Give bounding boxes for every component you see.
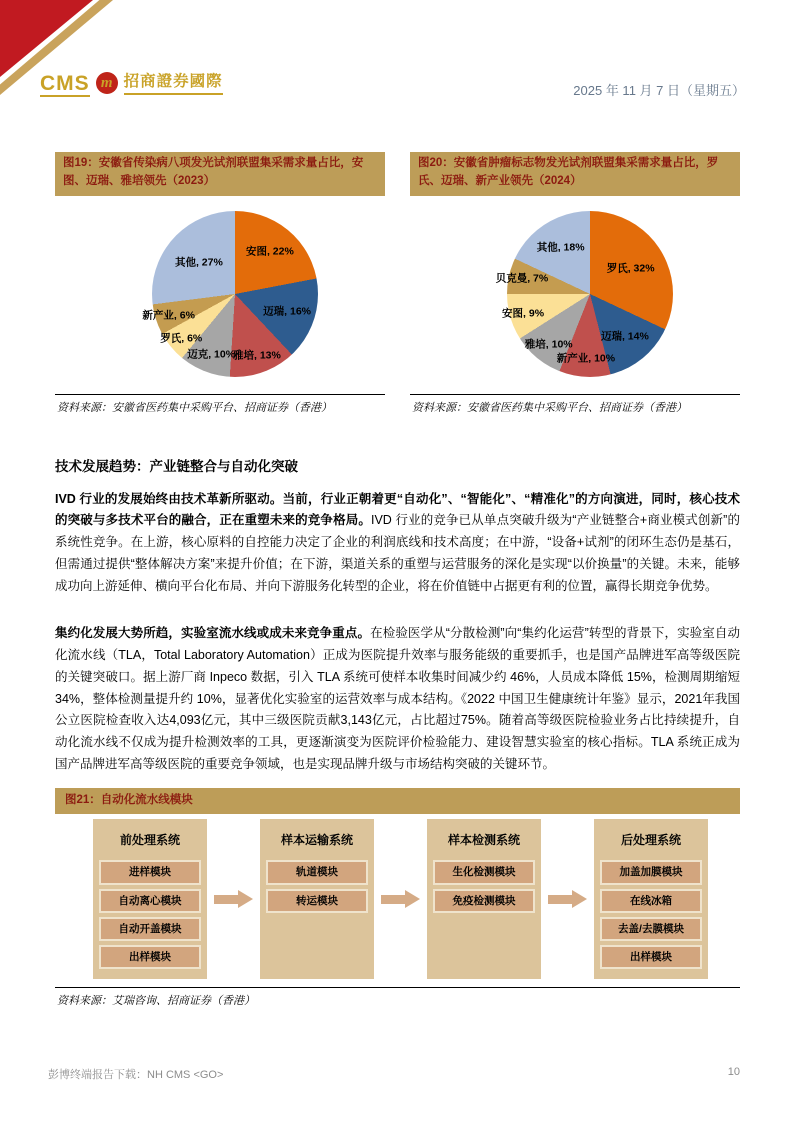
diagram-column <box>427 819 541 979</box>
paragraph-1-lead: IVD 行业的发展始终由技术革新所驱动。当前，行业正朝着更“自动化”、“智能化”、“精准化”的方向演进，同时，核心技术的突破与多技术平台的融合，正在重塑未来的竞争格局。 <box>55 491 740 528</box>
footer-bloomberg-note: 彭博终端报告下载：NH CMS <GO> <box>48 1069 224 1081</box>
diagram-columns <box>93 819 708 979</box>
company-logo <box>40 72 223 97</box>
diagram-module: 出样模块 <box>99 945 201 969</box>
pie-slice-label: 罗氏, 6% <box>160 332 203 345</box>
diagram-module: 自动开盖模块 <box>99 917 201 941</box>
page-number: 10 <box>727 1066 740 1078</box>
diagram-module: 轨道模块 <box>266 860 368 884</box>
paragraph-1-body: IVD 行业的竞争已从单点突破升级为“产业链整合+商业模式创新”的系统性竞争。在上游，核心原料的自控能力决定了企业的利润底线和技术高度；在中游，“设备+试剂”的闭环生态仍是基石，但需通过提供“整体解决方案”来提升价值；在下游，渠道关系的重塑与运营服务的深化是实现“以价换量”的关键。未来，能够成功向上游延伸、横向平台化布局、并向下游服务化转型的企业，将在价值链中占据更有利的位置，赢得长期竞争优势。 <box>55 513 740 593</box>
pie-slice-label: 雅培, 10% <box>524 338 573 350</box>
figure-21-title: 图21：自动化流水线模块 <box>55 788 740 815</box>
paragraph-1 <box>55 489 740 598</box>
pie-slice-label: 新产业, 6% <box>142 309 195 322</box>
pie-slice-label: 迈瑞, 14% <box>600 330 649 343</box>
figure-21-panel <box>55 788 740 1009</box>
content-area <box>55 152 740 1008</box>
figure-20-title: 图20：安徽省肿瘤标志物发光试剂联盟集采需求量占比，罗氏、迈瑞、新产业领先（2024） <box>410 152 740 196</box>
cms-m-icon: m <box>96 72 118 94</box>
pie-slice-label: 其他, 18% <box>536 241 585 254</box>
diagram-column <box>594 819 708 979</box>
figure-19-title: 图19：安徽省传染病八项发光试剂联盟集采需求量占比，安图、迈瑞、雅培领先（2023） <box>55 152 385 196</box>
figure-20-source: 资料来源：安徽省医药集中采购平台、招商证券（香港） <box>410 394 740 415</box>
diagram-module: 加盖加膜模块 <box>600 860 702 884</box>
diagram-column <box>260 819 374 979</box>
paragraph-2-body: 在检验医学从“分散检测”向“集约化运营”转型的背景下，实验室自动化流水线（TLA，Total Laboratory Automation）正成为医院提升效率与服务能级的重要抓手，也是国产品牌进军高等级医院的关键突破口。据上游厂商 Inpeco 数据，引入 TLA 系统可使样本收集时间减少约 46%，人员成本降低 15%，检测周期缩短 34%，整体检测量提升约 10%，显著优化实验室的运营效率与成本结构。《2022 中国卫生健康统计年鉴》显示，2021年我国公立医院检查收入达4,093亿元，其中三级医院贡献3,143亿元，占比超过75%。随着高等级医院检验业务占比持续提升，自动化流水线不仅成为提升检测效率的工具，更逐渐演变为医院评价检验能力、建设智慧实验室的核心指标。TLA 系统正成为国产品牌进军高等级医院的重要竞争领域，也是实现品牌升级与市场结构突破的关键环节。 <box>55 626 740 771</box>
flow-arrow-icon <box>541 819 594 979</box>
flow-arrow-icon <box>374 819 427 979</box>
figure-21-source: 资料来源：艾瑞咨询、招商证券（香港） <box>55 987 740 1008</box>
report-date: 2025 年 11 月 7 日（星期五） <box>573 83 745 98</box>
figures-row <box>55 152 740 415</box>
diagram-module: 自动离心模块 <box>99 889 201 913</box>
figure-19-pie-chart <box>55 196 385 394</box>
pie-slice-label: 迈克, 10% <box>187 348 236 361</box>
pie-slice-label: 罗氏, 32% <box>606 262 655 275</box>
figure-19-panel <box>55 152 385 415</box>
diagram-column-header: 后处理系统 <box>620 833 681 848</box>
diagram-column-header: 样本运输系统 <box>280 833 353 848</box>
flow-arrow-icon <box>207 819 260 979</box>
cms-logo-text: CMS <box>40 71 90 95</box>
diagram-module: 在线冰箱 <box>600 889 702 913</box>
figure-21-diagram <box>55 814 740 987</box>
figure-19-source: 资料来源：安徽省医药集中采购平台、招商证券（香港） <box>55 394 385 415</box>
brand-name: 招商證券國際 <box>124 74 223 95</box>
diagram-module: 生化检测模块 <box>433 860 535 884</box>
paragraph-2-lead: 集约化发展大势所趋，实验室流水线或成未来竞争重点。 <box>55 626 371 641</box>
section-heading: 技术发展趋势：产业链整合与自动化突破 <box>55 458 298 474</box>
figure-20-panel <box>410 152 740 415</box>
diagram-module: 出样模块 <box>600 945 702 969</box>
pie-slice-label: 迈瑞, 16% <box>263 305 312 318</box>
pie-slice-label: 贝克曼, 7% <box>495 272 549 285</box>
diagram-module: 免疫检测模块 <box>433 889 535 913</box>
paragraph-2 <box>55 623 740 775</box>
pie-slice-label: 安图, 9% <box>502 307 545 320</box>
diagram-column <box>93 819 207 979</box>
figure-20-pie-chart <box>410 196 740 394</box>
diagram-module: 进样模块 <box>99 860 201 884</box>
pie-slice-label: 新产业, 10% <box>556 352 616 365</box>
corner-red-triangle <box>0 0 93 77</box>
pie-slice-label: 雅培, 13% <box>232 349 281 362</box>
diagram-column-header: 样本检测系统 <box>447 833 520 848</box>
diagram-module: 转运模块 <box>266 889 368 913</box>
pie-slice-label: 其他, 27% <box>174 256 223 269</box>
diagram-column-header: 前处理系统 <box>119 833 180 848</box>
diagram-module: 去盖/去膜模块 <box>600 917 702 941</box>
pie-slice-label: 安图, 22% <box>245 245 294 258</box>
